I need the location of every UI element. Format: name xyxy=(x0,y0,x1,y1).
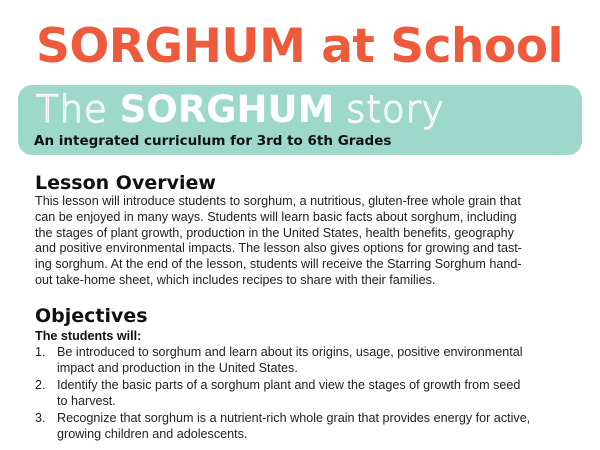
objective-line: Identify the basic parts of a sorghum plant and view the stages of growth from seed xyxy=(57,378,521,393)
lesson-overview-heading: Lesson Overview xyxy=(35,172,216,194)
page-title: SORGHUM at School xyxy=(36,19,564,74)
objective-line: impact and production in the United States. xyxy=(57,360,298,375)
objective-number: 1. xyxy=(35,345,46,359)
objective-number: 2. xyxy=(35,378,46,393)
objectives-intro: The students will: xyxy=(35,329,142,343)
subtitle-banner xyxy=(18,85,582,155)
objective-line: Be introduced to sorghum and learn about its origins, usage, positive environmental xyxy=(57,345,523,359)
lesson-overview-text xyxy=(35,194,565,289)
overview-line: the stages of plant growth, production in the United States, health benefits, geography xyxy=(35,225,514,240)
banner-title xyxy=(36,89,445,131)
objective-item xyxy=(35,411,575,442)
overview-line: out take-home sheet, which includes recipes to share with their families. xyxy=(35,272,436,287)
objective-item xyxy=(35,378,575,409)
objectives-list xyxy=(35,345,575,445)
objectives-heading: Objectives xyxy=(35,305,148,327)
objective-line: growing children and adolescents. xyxy=(57,426,248,441)
banner-subtitle: An integrated curriculum for 3rd to 6th Grades xyxy=(34,133,392,149)
overview-line: This lesson will introduce students to sorghum, a nutritious, gluten-free whole grain that xyxy=(35,194,521,208)
banner-word-story: story xyxy=(346,88,445,131)
banner-word-the: The xyxy=(36,88,108,131)
banner-word-sorghum: SORGHUM xyxy=(119,88,335,131)
objective-item xyxy=(35,345,575,376)
objective-line: Recognize that sorghum is a nutrient-rich whole grain that provides energy for active, xyxy=(57,411,531,426)
objective-line: to harvest. xyxy=(57,393,116,408)
overview-line: ing sorghum. At the end of the lesson, students will receive the Starring Sorghum hand- xyxy=(35,257,522,272)
overview-line: can be enjoyed in many ways. Students will learn basic facts about sorghum, including xyxy=(35,209,517,224)
overview-line: and positive environmental impacts. The lesson also gives options for growing and tast- xyxy=(35,241,522,256)
objective-number: 3. xyxy=(35,411,46,426)
